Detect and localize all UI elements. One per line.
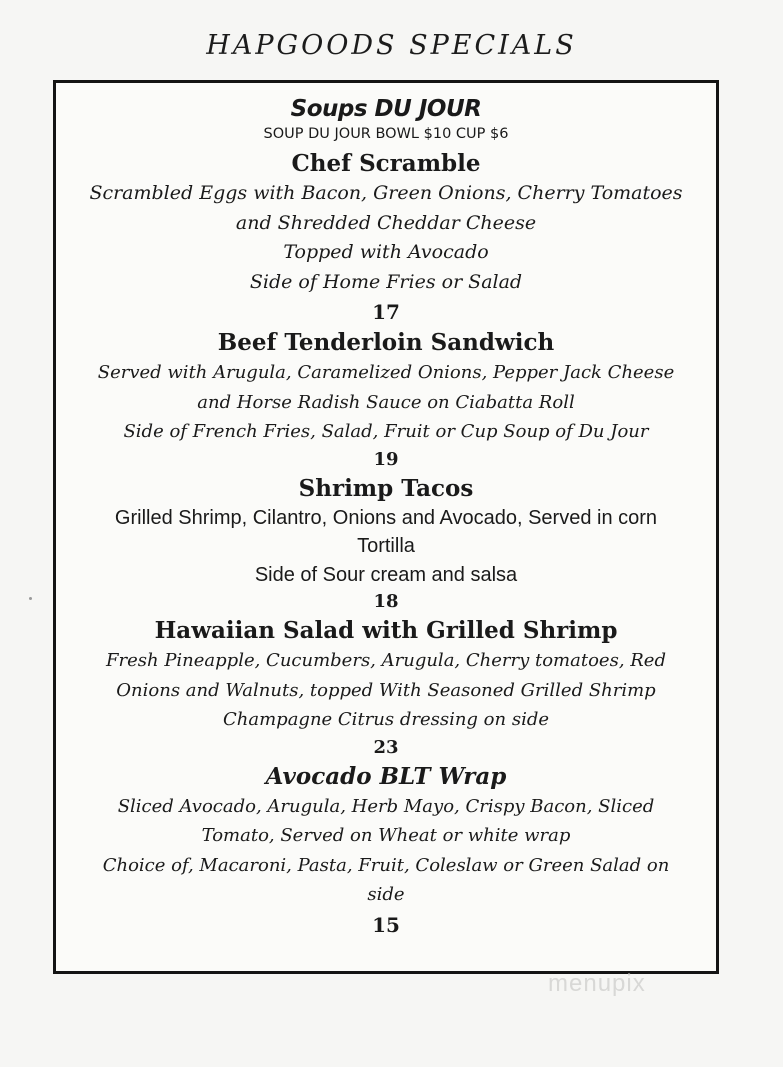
- item-description-line: Grilled Shrimp, Cilantro, Onions and Avocado, Served in corn: [114, 506, 658, 529]
- item-description-line: Choice of, Macaroni, Pasta, Fruit, Coleslaw or Green Salad on: [102, 854, 670, 876]
- item-price: 23: [373, 736, 399, 758]
- item-name-hawaiian-salad: Hawaiian Salad with Grilled Shrimp: [154, 617, 618, 644]
- item-description-line: side: [367, 884, 405, 905]
- watermark: menupix: [548, 970, 646, 997]
- item-description-line: Tomato, Served on Wheat or white wrap: [201, 825, 571, 846]
- item-name-shrimp-tacos: Shrimp Tacos: [298, 474, 474, 502]
- soups-price-line: SOUP DU JOUR BOWL $10 CUP $6: [263, 126, 509, 142]
- item-description-line: Side of Home Fries or Salad: [249, 270, 523, 293]
- item-description-line: Onions and Walnuts, topped With Seasoned Grilled Shrimp: [116, 679, 656, 701]
- item-price: 19: [373, 448, 399, 470]
- item-description-line: Served with Arugula, Caramelized Onions, Pepper Jack Cheese: [97, 362, 675, 383]
- item-description-line: Tortilla: [357, 535, 415, 557]
- item-price: 17: [372, 300, 400, 324]
- item-description-line: Side of French Fries, Salad, Fruit or Cup Soup of Du Jour: [123, 421, 649, 442]
- menu-content: [56, 95, 716, 940]
- item-description-line: and Shredded Cheddar Cheese: [235, 211, 537, 234]
- item-description-line: Champagne Citrus dressing on side: [223, 709, 549, 730]
- item-price: 18: [373, 591, 399, 612]
- page-title: HAPGOODS SPECIALS: [206, 30, 577, 61]
- item-description-line: and Horse Radish Sauce on Ciabatta Roll: [197, 391, 575, 413]
- paper-speck: [29, 597, 32, 600]
- item-description-line: Side of Sour cream and salsa: [254, 563, 518, 586]
- item-description-line: Topped with Avocado: [283, 241, 489, 263]
- specials-menu-box: [53, 80, 719, 974]
- item-description-line: Scrambled Eggs with Bacon, Green Onions, Cherry Tomatoes: [89, 182, 683, 204]
- item-price: 15: [372, 912, 400, 937]
- item-description-line: Fresh Pineapple, Cucumbers, Arugula, Cherry tomatoes, Red: [106, 650, 666, 671]
- item-description-line: Sliced Avocado, Arugula, Herb Mayo, Crispy Bacon, Sliced: [117, 795, 655, 817]
- item-name-beef-tenderloin-sandwich: Beef Tenderloin Sandwich: [217, 329, 555, 356]
- soups-title: Soups DU JOUR: [290, 96, 482, 122]
- item-name-chef-scramble: Chef Scramble: [291, 150, 481, 177]
- item-name-avocado-blt-wrap: Avocado BLT Wrap: [265, 762, 507, 790]
